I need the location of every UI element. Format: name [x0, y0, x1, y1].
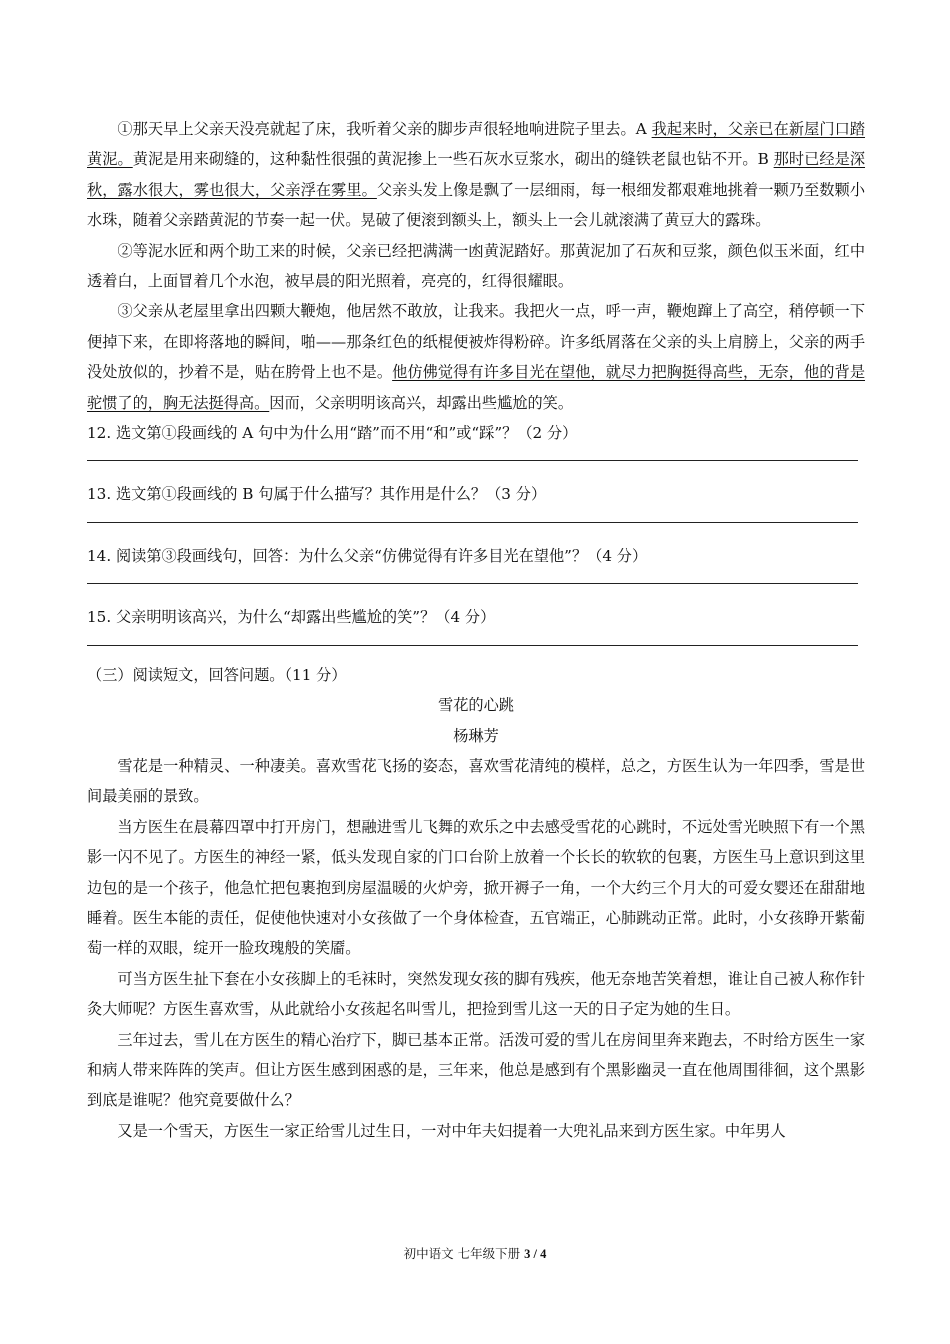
- question-15: 15. 父亲明明该高兴，为什么“却露出些尴尬的笑”？（4 分）: [87, 608, 496, 627]
- underlined-sentence-a: 我起来时，父亲已在新屋门口踏黄泥。: [87, 120, 866, 169]
- passage-paragraph-2: ②等泥水匠和两个助工来的时候，父亲已经把满满一凼黄泥踏好。那黄泥加了石灰和豆浆，颜色似玉米面，红中透着白，上面冒着几个水泡，被早晨的阳光照着，亮亮的，红得很耀眼。: [87, 241, 865, 291]
- article-paragraph: 三年过去，雪儿在方医生的精心治疗下，脚已基本正常。活泼可爱的雪儿在房间里奔来跑去，不时给方医生一家和病人带来阵阵的笑声。但让方医生感到困惑的是，三年来，他总是感到有个黑影幽灵一直在他周围徘徊，这个黑影到底是谁呢？他究竟要做什么？: [87, 1030, 865, 1110]
- underlined-sentence-b: 那时已经是深秋，露水很大，雾也很大，父亲浮在雾里。: [87, 150, 866, 199]
- article-paragraph: 又是一个雪天，方医生一家正给雪儿过生日，一对中年夫妇提着一大兜礼品来到方医生家。中年男人: [117, 1121, 786, 1140]
- article-title: 雪花的心跳: [438, 696, 514, 715]
- answer-line-15[interactable]: [87, 645, 858, 646]
- section-heading: （三）阅读短文，回答问题。（11 分）: [87, 665, 347, 684]
- question-12: 12. 选文第①段画线的 A 句中为什么用“踏”而不用“和”或“踩”？（2 分）: [87, 424, 578, 443]
- document-page: [87, 114, 865, 1146]
- answer-line-13[interactable]: [87, 522, 858, 523]
- page-footer: [0, 1244, 950, 1262]
- footer-text: 初中语文 七年级下册: [403, 1246, 525, 1261]
- passage-paragraph-3: ③父亲从老屋里拿出四颗大鞭炮，他居然不敢放，让我来。我把火一点，呼一声，鞭炮蹿上了高空，稍停顿一下便掉下来，在即将落地的瞬间，啪——那条红色的纸棍便被炸得粉碎。许多纸屑落在父亲的头上肩膀上，父亲的两手没处放似的，抄着不是，贴在胯骨上也不是。他仿佛觉得有许多目光在望他，就尽力把胸挺得高些，无奈，他的背是驼惯了的，胸无法挺得高。因而，父亲明明该高兴，却露出些尴尬的笑。: [87, 302, 866, 412]
- article-paragraph: 可当方医生扯下套在小女孩脚上的毛袜时，突然发现女孩的脚有残疾，他无奈地苦笑着想，谁让自己被人称作针灸大师呢？方医生喜欢雪，从此就给小女孩起名叫雪儿，把捡到雪儿这一天的日子定为她的生日。: [87, 969, 865, 1019]
- article-author: 杨琳芳: [453, 726, 499, 745]
- page-number: 3 / 4: [524, 1247, 547, 1261]
- article-paragraph: 当方医生在晨幕四罩中打开房门，想融进雪儿飞舞的欢乐之中去感受雪花的心跳时，不远处雪光映照下有一个黑影一闪不见了。方医生的神经一紧，低头发现自家的门口台阶上放着一个长长的软软的包裹，方医生马上意识到这里边包的是一个孩子，他急忙把包裹抱到房屋温暖的火炉旁，掀开褥子一角，一个大约三个月大的可爱女婴还在甜甜地睡着。医生本能的责任，促使他快速对小女孩做了一个身体检查，五官端正，心肺跳动正常。此时，小女孩睁开紫葡萄一样的双眼，绽开一脸玫瑰般的笑靥。: [87, 817, 865, 958]
- question-13: 13. 选文第①段画线的 B 句属于什么描写？其作用是什么？（3 分）: [87, 485, 547, 504]
- article-paragraph: 雪花是一种精灵、一种凄美。喜欢雪花飞扬的姿态，喜欢雪花清纯的模样，总之，方医生认为一年四季，雪是世间最美丽的景致。: [87, 756, 865, 806]
- passage-paragraph-1: ①那天早上父亲天没亮就起了床，我听着父亲的脚步声很轻地响进院子里去。A 我起来时，父亲已在新屋门口踏黄泥。黄泥是用来砌缝的，这种黏性很强的黄泥掺上一些石灰水豆浆水，砌出的缝铁老鼠也钻不开。B 那时已经是深秋，露水很大，雾也很大，父亲浮在雾里。父亲头发上像是飘了一层细雨，每一根细发都艰难地挑着一颗乃至数颗小水珠，随着父亲踏黄泥的节奏一起一伏。晃破了便滚到额头上，额头上一会儿就滚满了黄豆大的露珠。: [87, 120, 866, 230]
- answer-line-12[interactable]: [87, 460, 858, 461]
- answer-line-14[interactable]: [87, 583, 858, 584]
- underlined-sentence-c: 他仿佛觉得有许多目光在望他，就尽力把胸挺得高些，无奈，他的背是驼惯了的，胸无法挺得高。: [87, 363, 866, 412]
- question-14: 14. 阅读第③段画线句，回答：为什么父亲“仿佛觉得有许多目光在望他”？（4 分）: [87, 546, 648, 565]
